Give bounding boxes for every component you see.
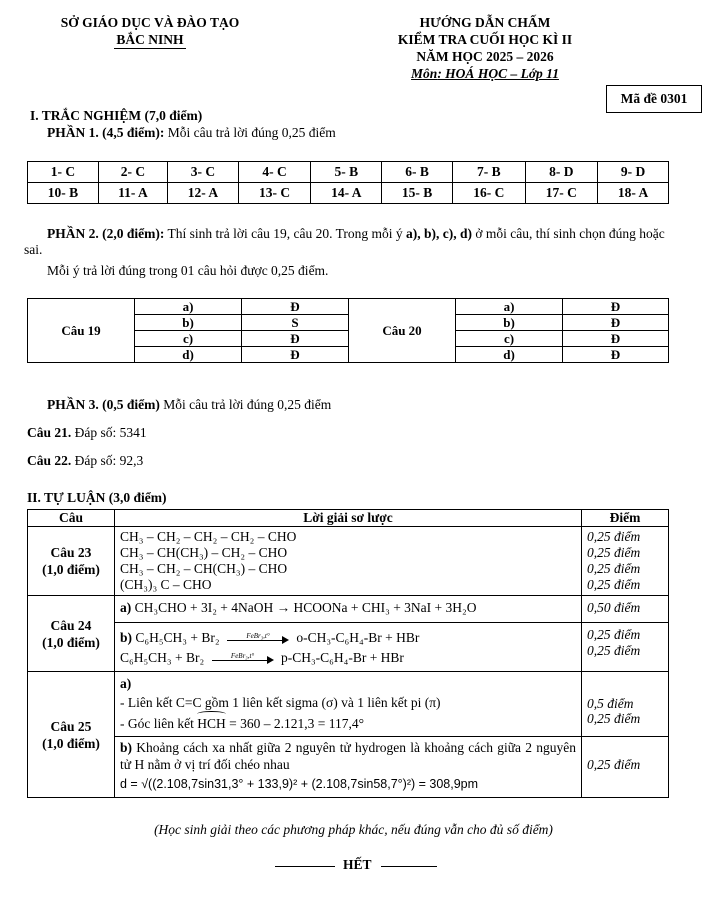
col-points-header: Điểm (582, 510, 669, 527)
answer-row (28, 183, 669, 204)
answer-cell: 18- A (598, 183, 669, 204)
q24b-solution (115, 623, 582, 672)
q25a-angle-line: - Góc liên kết HCH = 360 – 2.121,3 = 117,4° (120, 712, 576, 733)
q19-value: Đ (242, 347, 349, 363)
q25b-points: 0,25 điểm (582, 737, 669, 798)
answer-cell: 14- A (311, 183, 382, 204)
province-name: BẮC NINH (116, 32, 184, 47)
exam-code-box: Mã đề 0301 (606, 85, 702, 113)
footer-note: (Học sinh giải theo các phương pháp khác, nếu đúng vẫn cho đủ số điểm) (154, 822, 553, 837)
q19-label: Câu 19 (28, 299, 135, 363)
q20-label: Câu 20 (349, 299, 456, 363)
q24a-solution: a) CH₃CHO + 3I₂ + 4NaOH → HCOONa + CHI₃ + 3NaI + 3H₂O (115, 596, 582, 623)
q20-option: b) (456, 315, 563, 331)
q20-value: Đ (563, 331, 669, 347)
q25b-formula: d = √((2.108,7sin31,3° + 133,9)² + (2.108,7sin58,7°)²) = 308,9pm (120, 777, 479, 791)
section1-title: I. TRẮC NGHIỆM (7,0 điểm) (30, 108, 203, 123)
answer-cell: 13- C (238, 183, 311, 204)
q24b-equation: C₆H₅CH₃ + Br₂ FeBr₃,t° p-CH₃-C₆H₄-Br + HBr (120, 650, 404, 665)
answer-cell: 16- C (453, 183, 526, 204)
answer-cell: 5- B (311, 162, 382, 183)
essay-table (27, 509, 669, 798)
q19-option: b) (135, 315, 242, 331)
department-name: SỞ GIÁO DỤC VÀ ĐÀO TẠO (60, 15, 240, 30)
q24b-points: 0,25 điểm 0,25 điểm (582, 623, 669, 672)
q24a-points: 0,50 điểm (582, 596, 669, 623)
end-divider-right (381, 866, 437, 867)
school-year: NĂM HỌC 2025 – 2026 (416, 49, 554, 64)
section2-title: II. TỰ LUẬN (3,0 điểm) (27, 490, 167, 505)
q20-option: d) (456, 347, 563, 363)
end-marker: HẾT (343, 857, 372, 872)
answer-cell: 8- D (525, 162, 598, 183)
reaction-arrow-icon: FeBr₃,t° (212, 653, 274, 665)
answer-row (28, 162, 669, 183)
q23-structure: (CH₃)₃ C – CHO (120, 577, 212, 592)
answer-cell: 17- C (525, 183, 598, 204)
q20-value: Đ (563, 315, 669, 331)
part2-answer-table (27, 298, 669, 363)
answer-cell: 2- C (98, 162, 167, 183)
q21-answer: Câu 21. Đáp số: 5341 (27, 425, 147, 440)
answer-cell: 12- A (168, 183, 239, 204)
q23-points: 0,25 điểm 0,25 điểm 0,25 điểm 0,25 điểm (582, 527, 669, 596)
q19-option: a) (135, 299, 242, 315)
q23-solution (115, 527, 582, 596)
header-right (330, 14, 640, 82)
part3-heading: PHẦN 3. (0,5 điểm) Mỗi câu trả lời đúng 0,25 điểm (47, 397, 332, 412)
q19-value: Đ (242, 331, 349, 347)
reaction-arrow-icon: FeBr₃,t° (227, 633, 289, 645)
col-solution-header: Lời giải sơ lược (115, 510, 582, 527)
q23-structure: CH₃ – CH(CH₃) – CH₂ – CHO (120, 545, 288, 560)
q20-option: c) (456, 331, 563, 347)
q24b-equation: b) C₆H₅CH₃ + Br₂ FeBr₃,t° o-CH₃-C₆H₄-Br + HBr (120, 630, 420, 645)
q25b-solution (115, 737, 582, 798)
header-left (20, 14, 280, 49)
part1-heading: PHẦN 1. (4,5 điểm): Mỗi câu trả lời đúng 0,25 điểm (47, 125, 336, 140)
q25a-points: 0,5 điểm 0,25 điểm (582, 672, 669, 737)
answer-cell: 4- C (238, 162, 311, 183)
q23-structure: CH₃ – CH₂ – CH₂ – CH₂ – CHO (120, 529, 297, 544)
q25a-bond-note: - Liên kết C=C gồm 1 liên kết sigma (σ) và 1 liên kết pi (π) (120, 695, 441, 710)
q19-value: S (242, 315, 349, 331)
angle-symbol: HCH (197, 712, 226, 733)
col-question-header: Câu (28, 510, 115, 527)
q22-answer: Câu 22. Đáp số: 92,3 (27, 453, 144, 468)
q24-label-cell: Câu 24 (1,0 điểm) (28, 596, 115, 672)
part2-note: Mỗi ý trả lời đúng trong 01 câu hỏi được 0,25 điểm. (47, 263, 329, 278)
answer-cell: 3- C (168, 162, 239, 183)
answer-cell: 7- B (453, 162, 526, 183)
q20-value: Đ (563, 347, 669, 363)
q25a-solution: a) - Liên kết C=C gồm 1 liên kết sigma (σ) và 1 liên kết pi (π) - Góc liên kết HCH = 360 – 2.121,3 = 117,4° (115, 672, 582, 737)
q19-option: c) (135, 331, 242, 347)
exam-title: KIỂM TRA CUỐI HỌC KÌ II (397, 32, 573, 47)
answer-cell: 15- B (382, 183, 453, 204)
q25b-explanation: b) Khoảng cách xa nhất giữa 2 nguyên tử hydrogen là khoảng cách giữa 2 nguyên tử H nằm ở vị trí đối chéo nhau (120, 740, 576, 772)
answer-cell: 1- C (28, 162, 99, 183)
q20-value: Đ (563, 299, 669, 315)
doc-title: HƯỚNG DẪN CHẤM (419, 15, 551, 30)
q20-option: a) (456, 299, 563, 315)
q23-structure: CH₃ – CH₂ – CH(CH₃) – CHO (120, 561, 288, 576)
subject-line: Môn: HOÁ HỌC – Lớp 11 (411, 66, 559, 81)
answer-cell: 9- D (598, 162, 669, 183)
q23-label-cell: Câu 23 (1,0 điểm) (28, 527, 115, 596)
end-divider-left (275, 866, 335, 867)
answer-cell: 11- A (98, 183, 167, 204)
answer-cell: 6- B (382, 162, 453, 183)
answer-cell: 10- B (28, 183, 99, 204)
part1-answer-table (27, 161, 669, 204)
q25-label-cell: Câu 25 (1,0 điểm) (28, 672, 115, 798)
q19-option: d) (135, 347, 242, 363)
part2-heading: PHẦN 2. (2,0 điểm): Thí sinh trả lời câu 19, câu 20. Trong mỗi ý a), b), c), d) ở mỗi câu, thí sinh chọn đúng hoặc sai. (24, 226, 665, 257)
q19-value: Đ (242, 299, 349, 315)
